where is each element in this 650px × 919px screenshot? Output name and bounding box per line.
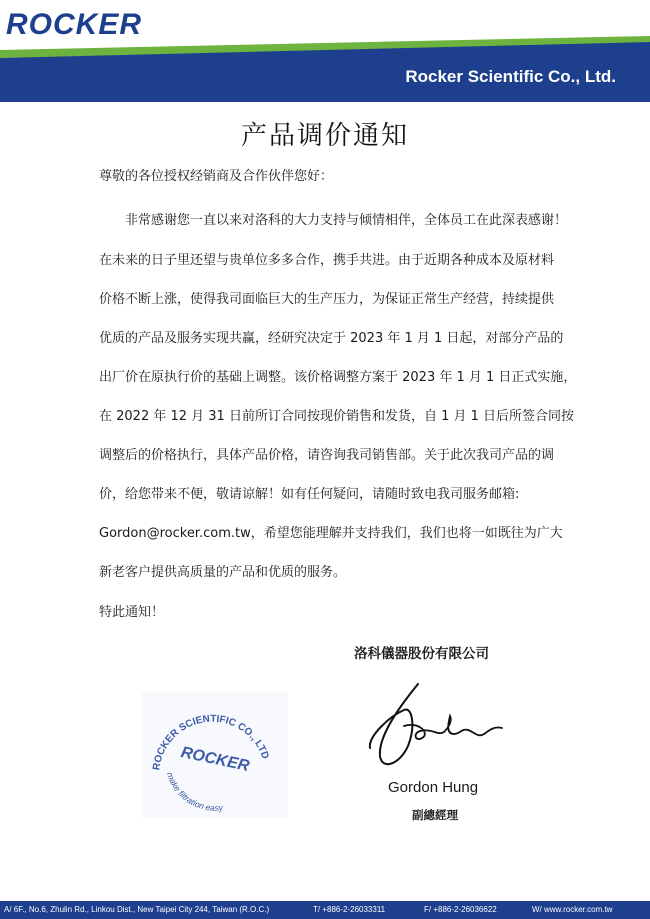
footer-bar	[0, 901, 650, 919]
body-line: 非常感谢您一直以来对洛科的大力支持与倾情相伴，全体员工在此深表感谢！	[125, 213, 568, 228]
handwritten-signature	[360, 676, 520, 776]
body-line: 调整后的价格执行，具体产品价格，请咨询我司销售部。关于此次我司产品的调	[99, 448, 555, 463]
footer-address: A/ 6F., No.6, Zhulin Rd., Linkou Dist., New Taipei City 244, Taiwan (R.O.C.)	[4, 905, 270, 914]
footer-website[interactable]: W/ www.rocker.com.tw	[532, 905, 613, 914]
salutation: 尊敬的各位授权经销商及合作伙伴您好：	[99, 169, 334, 184]
stamp-top-text: ROCKER SCIENTIFIC CO., LTD	[151, 713, 271, 771]
company-name-en: Rocker Scientific Co., Ltd.	[405, 67, 616, 86]
body-line: 出厂价在原执行价的基础上调整。该价格调整方案于 2023 年 1 月 1 日正式实施，	[99, 370, 577, 385]
signatory-title: 副總經理	[412, 808, 458, 822]
stamp-bottom-text: make filtration easy	[164, 770, 224, 813]
body-line: 价格不断上涨，使得我司面临巨大的生产压力，为保证正常生产经营，持续提供	[99, 292, 555, 307]
body-line: 在 2022 年 12 月 31 日前所订合同按现价销售和发货，自 1 月 1 日后所签合同按	[99, 409, 575, 424]
closing: 特此通知！	[99, 605, 165, 620]
stamp-center-text: ROCKER	[179, 743, 251, 776]
body-line: 优质的产品及服务实现共赢，经研究决定于 2023 年 1 月 1 日起，对部分产品的	[99, 331, 564, 346]
body-line: 新老客户提供高质量的产品和优质的服务。	[99, 565, 347, 580]
body-line: 在未来的日子里还望与贵单位多多合作，携手共进。由于近期各种成本及原材料	[99, 253, 555, 268]
logo-text: ROCKER	[6, 8, 143, 41]
company-stamp	[140, 690, 290, 820]
signature-company: 洛科儀器股份有限公司	[354, 646, 489, 662]
letter-title: 产品调价通知	[240, 121, 409, 151]
footer-fax: F/ +886-2-26036622	[424, 905, 497, 914]
signatory-name: Gordon Hung	[388, 779, 479, 796]
footer-phone: T/ +886-2-26033311	[313, 905, 386, 914]
body-line-email: Gordon@rocker.com.tw，希望您能理解并支持我们，我们也将一如既往为广大	[99, 526, 563, 541]
body-line: 价，给您带来不便，敬请谅解！如有任何疑问，请随时致电我司服务邮箱:	[99, 487, 520, 502]
